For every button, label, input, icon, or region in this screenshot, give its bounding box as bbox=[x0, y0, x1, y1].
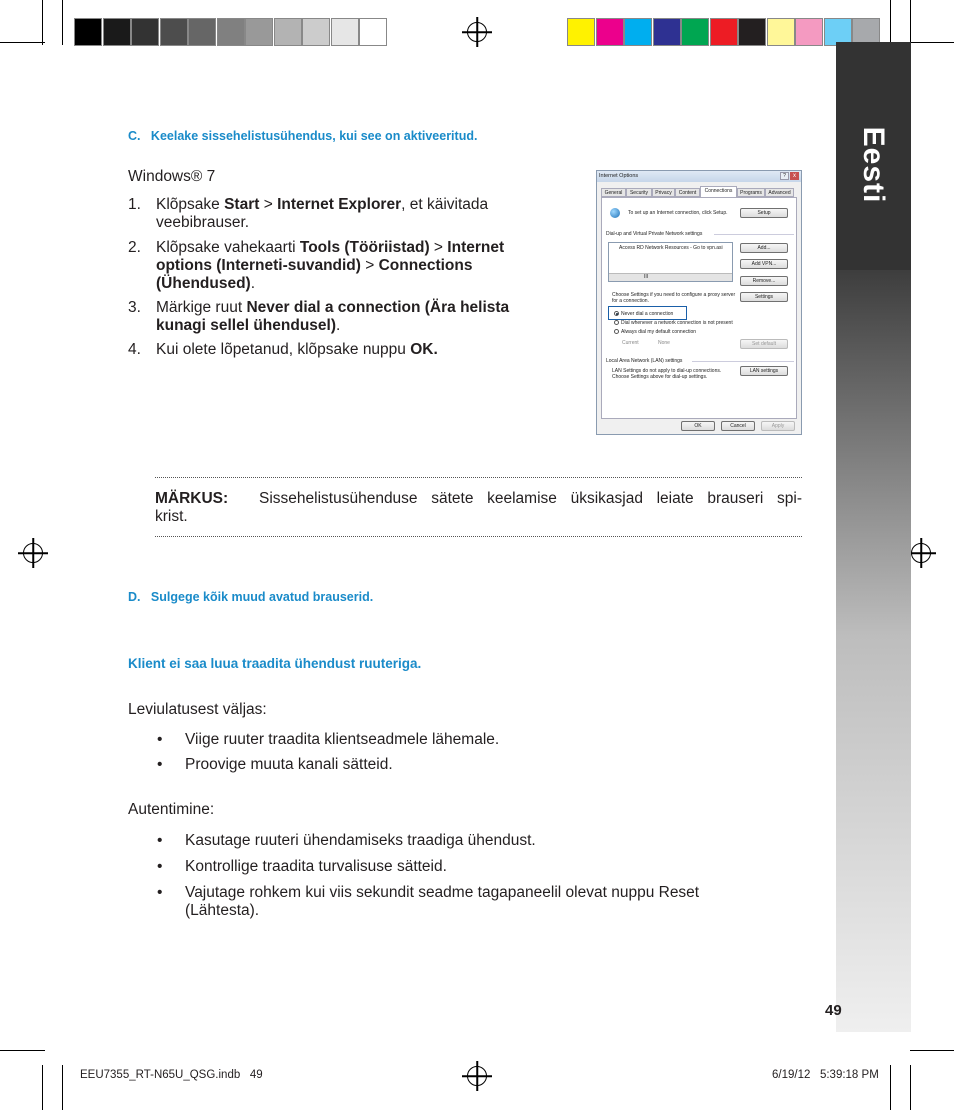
vpn-group-label: Dial-up and Virtual Private Network settings bbox=[606, 231, 703, 237]
gray-swatch bbox=[274, 18, 302, 46]
bullet-text: Viige ruuter traadita klientseadmele lähemale. bbox=[185, 731, 500, 748]
color-swatch bbox=[596, 18, 624, 46]
bullet-icon: • bbox=[157, 731, 163, 748]
tab-privacy[interactable]: Privacy bbox=[652, 188, 675, 197]
list-item bbox=[157, 884, 787, 920]
crop-mark bbox=[42, 0, 43, 45]
color-swatch bbox=[653, 18, 681, 46]
connection-list[interactable] bbox=[608, 242, 733, 282]
list-scrollbar[interactable] bbox=[609, 273, 732, 281]
close-icon[interactable]: x bbox=[790, 172, 799, 180]
internet-options-dialog bbox=[596, 170, 802, 435]
list-item bbox=[157, 756, 787, 774]
range-title: Leviulatusest väljas: bbox=[128, 701, 267, 718]
step-text: Märkige ruut Never dial a connection (Ära helista kunagi sellel ühendusel). bbox=[156, 299, 510, 334]
note-label: MÄRKUS: bbox=[155, 490, 229, 507]
crop-mark bbox=[910, 42, 954, 43]
footer-file-info: EEU7355_RT-N65U_QSG.indb 49 bbox=[80, 1069, 263, 1081]
tab-connections[interactable]: Connections bbox=[700, 186, 737, 197]
bullet-text: Vajutage rohkem kui viis sekundit seadme tagapaneelil olevat nuppu Reset (Lähtesta). bbox=[185, 884, 700, 919]
radio-never-dial[interactable] bbox=[614, 311, 619, 316]
registration-mark-icon bbox=[911, 543, 931, 563]
list-item[interactable]: Access RD Network Resources - Go to vpn.asi bbox=[619, 245, 723, 251]
color-swatch bbox=[795, 18, 823, 46]
registration-mark-icon bbox=[23, 543, 43, 563]
bullet-icon: • bbox=[157, 832, 163, 849]
cancel-button[interactable]: Cancel bbox=[721, 421, 755, 431]
dialog-title-bar bbox=[597, 171, 801, 182]
color-swatch bbox=[681, 18, 709, 46]
step-4 bbox=[128, 341, 558, 359]
registration-mark-icon bbox=[467, 22, 487, 42]
step-number: 4. bbox=[128, 341, 141, 358]
step-number: 3. bbox=[128, 299, 141, 316]
bullet-text: Kontrollige traadita turvalisuse sätteid. bbox=[185, 858, 447, 875]
ok-button[interactable]: OK bbox=[681, 421, 715, 431]
note-divider-top bbox=[155, 477, 802, 478]
registration-mark-icon bbox=[467, 1066, 487, 1086]
footer-date: 6/19/12 5:39:18 PM bbox=[772, 1069, 879, 1081]
tab-content[interactable]: Content bbox=[675, 188, 700, 197]
add-vpn-button[interactable]: Add VPN... bbox=[740, 259, 788, 269]
settings-button[interactable]: Settings bbox=[740, 292, 788, 302]
os-label: Windows® 7 bbox=[128, 168, 216, 185]
setup-text: To set up an Internet connection, click Setup. bbox=[628, 210, 728, 216]
radio-dial-whenever[interactable] bbox=[614, 320, 619, 325]
dialog-title: Internet Options bbox=[599, 173, 639, 179]
radio-never-dial-label: Never dial a connection bbox=[621, 311, 674, 317]
bullet-icon: • bbox=[157, 756, 163, 773]
section-d-heading: D. Sulgege kõik muud avatud brauserid. bbox=[128, 590, 374, 604]
wireless-heading: Klient ei saa luua traadita ühendust ruuteriga. bbox=[128, 656, 422, 671]
tab-security[interactable]: Security bbox=[626, 188, 652, 197]
gray-swatch bbox=[217, 18, 245, 46]
remove-button[interactable]: Remove... bbox=[740, 276, 788, 286]
list-item bbox=[157, 858, 787, 876]
crop-mark bbox=[62, 0, 63, 45]
connections-panel bbox=[601, 197, 797, 419]
bullet-icon: • bbox=[157, 858, 163, 875]
crop-mark bbox=[890, 0, 891, 45]
auth-title: Autentimine: bbox=[128, 801, 215, 818]
set-default-button[interactable]: Set default bbox=[740, 339, 788, 349]
vpn-group-rule bbox=[714, 234, 794, 235]
crop-mark bbox=[910, 1065, 911, 1110]
page-number: 49 bbox=[825, 1002, 842, 1019]
step-text: Klõpsake vahekaarti Tools (Tööriistad) > Internet options (Interneti-suvandid) > Connections (Ühendused). bbox=[156, 239, 505, 292]
add-button[interactable]: Add... bbox=[740, 243, 788, 253]
crop-mark bbox=[910, 0, 911, 45]
color-swatch bbox=[738, 18, 766, 46]
crop-mark bbox=[62, 1065, 63, 1110]
crop-mark bbox=[0, 1050, 45, 1051]
list-item bbox=[157, 832, 787, 850]
help-icon[interactable]: ? bbox=[780, 172, 789, 180]
gray-swatch bbox=[331, 18, 359, 46]
gray-swatch bbox=[188, 18, 216, 46]
tab-programs[interactable]: Programs bbox=[737, 188, 765, 197]
note-divider-bottom bbox=[155, 536, 802, 537]
globe-icon bbox=[610, 208, 620, 218]
side-language-label: Eesti bbox=[857, 126, 890, 204]
radio-dial-whenever-label: Dial whenever a network connection is not present bbox=[621, 320, 733, 326]
bullet-text: Proovige muuta kanali sätteid. bbox=[185, 756, 393, 773]
step-number: 2. bbox=[128, 239, 141, 256]
radio-always-dial[interactable] bbox=[614, 329, 619, 334]
crop-mark bbox=[890, 1065, 891, 1110]
crop-mark bbox=[42, 1065, 43, 1110]
tab-general[interactable]: General bbox=[601, 188, 626, 197]
step-number: 1. bbox=[128, 196, 141, 213]
step-3 bbox=[128, 299, 558, 335]
apply-button[interactable]: Apply bbox=[761, 421, 795, 431]
gray-swatch bbox=[103, 18, 131, 46]
current-label: Current bbox=[622, 340, 639, 346]
lan-group-label: Local Area Network (LAN) settings bbox=[606, 358, 683, 364]
note-text-continued: krist. bbox=[155, 508, 188, 525]
crop-mark bbox=[0, 42, 45, 43]
radio-always-dial-label: Always dial my default connection bbox=[621, 329, 697, 335]
gray-swatch bbox=[245, 18, 273, 46]
step-2 bbox=[128, 239, 558, 293]
gray-swatch bbox=[302, 18, 330, 46]
color-swatch bbox=[567, 18, 595, 46]
lan-group-rule bbox=[692, 361, 794, 362]
gray-swatch bbox=[359, 18, 387, 46]
tab-advanced[interactable]: Advanced bbox=[765, 188, 794, 197]
color-swatch bbox=[624, 18, 652, 46]
step-1 bbox=[128, 196, 558, 232]
section-c-heading: C. Keelake sissehelistusühendus, kui see on aktiveeritud. bbox=[128, 129, 478, 143]
current-value: None bbox=[658, 340, 670, 346]
proxy-text: Choose Settings if you need to configure a proxy server for a connection. bbox=[612, 292, 736, 304]
gray-swatch bbox=[74, 18, 102, 46]
color-swatch bbox=[767, 18, 795, 46]
setup-button[interactable]: Setup bbox=[740, 208, 788, 218]
gray-swatch bbox=[160, 18, 188, 46]
note-text: Sissehelistusühenduse sätete keelamise üksikasjad leiate brauseri spi- bbox=[259, 490, 802, 507]
scroll-thumb[interactable]: III bbox=[644, 274, 649, 280]
step-text: Kui olete lõpetanud, klõpsake nuppu OK. bbox=[156, 341, 438, 358]
bullet-text: Kasutage ruuteri ühendamiseks traadiga ühendust. bbox=[185, 832, 536, 849]
step-text: Klõpsake Start > Internet Explorer, et käivitada veebibrauser. bbox=[156, 196, 489, 231]
color-swatch bbox=[710, 18, 738, 46]
crop-mark bbox=[910, 1050, 954, 1051]
list-item bbox=[157, 731, 787, 749]
lan-text: LAN Settings do not apply to dial-up connections. Choose Settings above for dial-up settings. bbox=[612, 368, 722, 380]
bullet-icon: • bbox=[157, 884, 163, 901]
gray-swatch bbox=[131, 18, 159, 46]
lan-settings-button[interactable]: LAN settings bbox=[740, 366, 788, 376]
